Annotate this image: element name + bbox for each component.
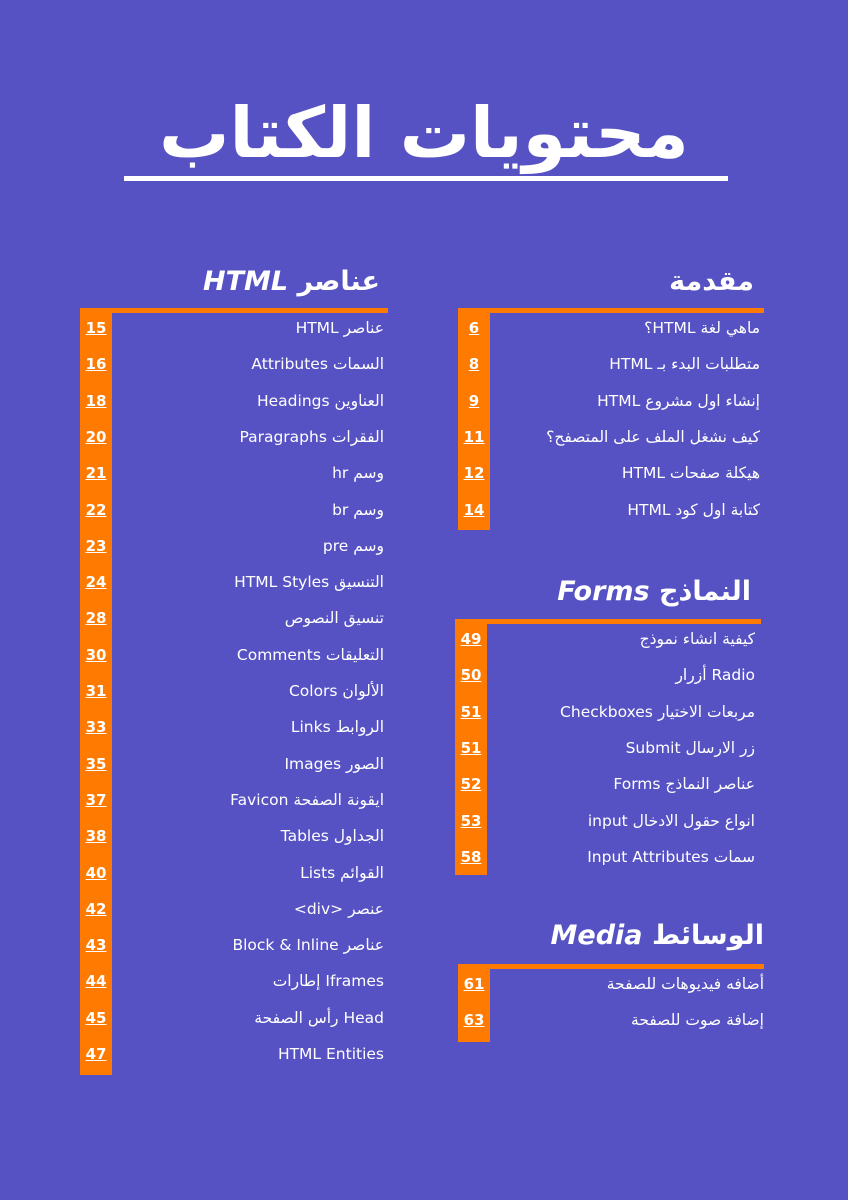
toc-entry-label: ماهي لغة HTML؟ (644, 319, 760, 337)
page-number-link[interactable]: 9 (468, 391, 480, 410)
page-number-link[interactable]: 47 (85, 1045, 107, 1063)
toc-row[interactable] (80, 455, 388, 491)
section-elements-title-ar: عناصر (297, 266, 380, 297)
toc-entry-label: وسم br (332, 500, 384, 519)
toc-row[interactable] (458, 455, 764, 491)
toc-entry-label: الصور Images (284, 754, 384, 773)
section-intro (458, 268, 764, 533)
toc-row[interactable] (455, 839, 761, 875)
toc-row[interactable] (80, 310, 388, 346)
toc-entry-label: متطلبات البدء بـ HTML (609, 355, 760, 374)
toc-entry-label: الألوان Colors (288, 682, 384, 700)
section-media-title (551, 922, 764, 949)
toc-row[interactable] (458, 310, 764, 346)
page-title: محتويات الكتاب (159, 92, 689, 174)
toc-row[interactable] (80, 637, 388, 673)
toc-row[interactable] (80, 346, 388, 382)
toc-entry-label: الفقرات Paragraphs (239, 427, 384, 446)
toc-row[interactable] (458, 383, 764, 419)
toc-row[interactable] (455, 657, 761, 693)
toc-row[interactable] (80, 564, 388, 600)
page-number-link[interactable]: 42 (85, 899, 107, 918)
section-forms-title (557, 578, 751, 605)
toc-row[interactable] (455, 730, 761, 766)
toc-row[interactable] (80, 1000, 388, 1036)
page-number-link[interactable]: 6 (468, 319, 480, 337)
section-elements-title (203, 268, 380, 295)
toc-row[interactable] (455, 803, 761, 839)
toc-entry-label: مربعات الاختيار Checkboxes (560, 702, 755, 721)
toc-row[interactable] (80, 927, 388, 963)
page-number-link[interactable]: 30 (85, 645, 107, 664)
toc-entry-label: HTML Entities (277, 1045, 384, 1063)
page-number-link[interactable]: 18 (85, 391, 107, 410)
toc-entry-label: Radio أزرار (675, 666, 755, 685)
toc-row[interactable] (80, 1036, 388, 1072)
toc-row[interactable] (80, 492, 388, 528)
toc-row[interactable] (458, 492, 764, 528)
toc-entry-label: كتابة اول كود HTML (627, 500, 760, 519)
section-intro-title: مقدمة (669, 266, 754, 297)
toc-row[interactable] (80, 855, 388, 891)
page-number-link[interactable]: 31 (85, 682, 107, 700)
toc-entry-label: إنشاء اول مشروع HTML (597, 391, 760, 410)
section-forms-title-ar: النماذج (659, 576, 751, 607)
page-number-link[interactable]: 14 (463, 500, 485, 519)
page-number-link[interactable]: 49 (460, 630, 482, 648)
toc-row[interactable] (80, 891, 388, 927)
page-number-link[interactable]: 52 (460, 775, 482, 794)
toc-entry-label: الجداول Tables (280, 827, 384, 846)
page-number-link[interactable]: 63 (463, 1011, 485, 1030)
page-number-link[interactable]: 51 (460, 702, 482, 721)
page-number-link[interactable]: 51 (460, 738, 482, 757)
toc-entry-label: كيف نشغل الملف على المتصفح؟ (546, 427, 760, 446)
toc-row[interactable] (458, 1002, 764, 1038)
toc-entry-label: سمات Input Attributes (587, 847, 755, 866)
toc-entry-label: تنسيق النصوص (284, 609, 384, 628)
page-number-link[interactable]: 61 (463, 975, 485, 993)
page-number-link[interactable]: 28 (85, 609, 107, 628)
toc-entry-label: التعليقات Comments (236, 645, 384, 664)
page-number-link[interactable]: 45 (85, 1008, 107, 1027)
page-number-link[interactable]: 16 (85, 355, 107, 374)
section-elements-title-en: HTML (203, 266, 289, 297)
page-number-link[interactable]: 21 (85, 464, 107, 483)
toc-row[interactable] (455, 766, 761, 802)
toc-entry-label: السمات Attributes (251, 355, 384, 374)
page-number-link[interactable]: 23 (85, 536, 107, 555)
page-number-link[interactable]: 20 (85, 427, 107, 446)
section-forms (455, 578, 761, 878)
page-number-link[interactable]: 15 (85, 319, 107, 337)
toc-entry-label: Head رأس الصفحة (254, 1008, 384, 1027)
page-number-link[interactable]: 24 (85, 573, 107, 592)
toc-entry-label: القوائم Lists (300, 863, 384, 882)
title-underline (124, 176, 728, 181)
toc-row[interactable] (455, 621, 761, 657)
section-media (458, 922, 764, 1042)
toc-entry-label: ايقونة الصفحة Favicon (230, 790, 384, 809)
page-number-link[interactable]: 58 (460, 847, 482, 866)
page-number-link[interactable]: 38 (85, 827, 107, 846)
page-number-link[interactable]: 44 (85, 972, 107, 991)
toc-row[interactable] (80, 818, 388, 854)
toc-row[interactable] (80, 673, 388, 709)
toc-entry-label: العناوين Headings (256, 391, 384, 410)
toc-row[interactable] (80, 746, 388, 782)
toc-entry-label: عناصر HTML (295, 319, 384, 337)
section-media-title-ar: الوسائط (651, 920, 764, 951)
page-number-link[interactable]: 22 (85, 500, 107, 519)
toc-row[interactable] (80, 709, 388, 745)
toc-entry-label: وسم hr (332, 464, 384, 483)
toc-entry-label: عناصر النماذج Forms (613, 775, 755, 794)
toc-entry-label: إضافة صوت للصفحة (631, 1011, 764, 1030)
toc-entry-label: كيفية انشاء نموذج (639, 630, 755, 648)
toc-entry-label: عناصر Block & Inline (232, 936, 384, 955)
page-number-link[interactable]: 37 (85, 790, 107, 809)
page-number-link[interactable]: 43 (85, 936, 107, 955)
section-elements (80, 268, 388, 1076)
toc-row[interactable] (80, 528, 388, 564)
toc-row[interactable] (80, 963, 388, 999)
page-number-link[interactable]: 11 (463, 427, 485, 446)
toc-row[interactable] (458, 419, 764, 455)
page-number-link[interactable]: 33 (85, 718, 107, 737)
toc-row[interactable] (80, 419, 388, 455)
toc-entry-label: زر الارسال Submit (625, 738, 755, 757)
page-number-link[interactable]: 12 (463, 464, 485, 483)
page-number-link[interactable]: 35 (85, 754, 107, 773)
toc-entry-label: هيكلة صفحات HTML (621, 464, 760, 483)
toc-entry-label: عنصر <div> (293, 899, 384, 918)
page-number-link[interactable]: 50 (460, 666, 482, 685)
toc-entry-label: Iframes إطارات (272, 972, 384, 991)
toc-entry-label: أضافه فيديوهات للصفحة (606, 975, 764, 993)
toc-entry-label: وسم pre (322, 536, 384, 555)
page-number-link[interactable]: 40 (85, 863, 107, 882)
toc-entry-label: التنسيق HTML Styles (234, 573, 384, 592)
toc-row[interactable] (455, 694, 761, 730)
toc-row[interactable] (458, 966, 764, 1002)
toc-row[interactable] (80, 782, 388, 818)
section-media-title-en: Media (550, 920, 643, 951)
toc-entry-label: الروابط Links (290, 718, 384, 737)
toc-entry-label: انواع حقول الادخال input (587, 811, 755, 830)
toc-row[interactable] (80, 383, 388, 419)
toc-row[interactable] (458, 346, 764, 382)
page-number-link[interactable]: 53 (460, 811, 482, 830)
section-forms-title-en: Forms (557, 576, 650, 607)
page-number-link[interactable]: 8 (468, 355, 480, 374)
toc-row[interactable] (80, 600, 388, 636)
